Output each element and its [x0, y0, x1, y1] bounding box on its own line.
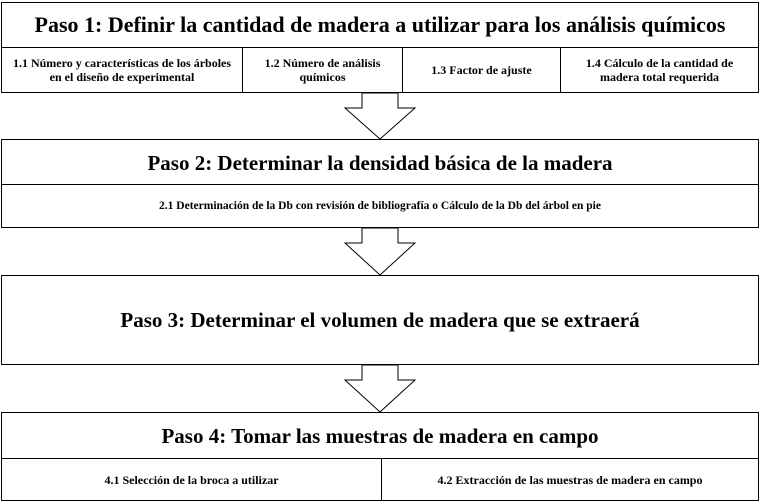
step-4-title: Paso 4: Tomar las muestras de madera en campo — [161, 423, 599, 448]
step-1-title: Paso 1: Definir la cantidad de madera a utilizar para los análisis químicos — [34, 12, 726, 37]
step-1-substeps — [2, 47, 758, 92]
step-2-box — [1, 139, 759, 228]
step-2-title: Paso 2: Determinar la densidad básica de la madera — [147, 150, 613, 175]
step-4-substeps — [2, 458, 758, 500]
step-3-box — [1, 275, 759, 365]
substep-4-2: 4.2 Extracción de las muestras de madera en campo — [381, 459, 758, 500]
substep-1-4: 1.4 Cálculo de la cantidad de madera total requerida — [560, 48, 758, 92]
arrow-down-icon — [344, 227, 416, 276]
substep-4-1: 4.1 Selección de la broca a utilizar — [104, 472, 279, 487]
substep-1-1: 1.1 Número y características de los árboles en el diseño de experimental — [12, 56, 232, 84]
arrow-down-icon — [344, 92, 416, 140]
substep-1-3: 1.3 Factor de ajuste — [402, 48, 560, 92]
step-3-title: Paso 3: Determinar el volumen de madera que se extraerá — [120, 307, 640, 332]
step-4-box — [1, 412, 759, 501]
step-1-box — [1, 2, 759, 93]
substep-2-1: 2.1 Determinación de la Db con revisión de bibliografía o Cálculo de la Db del árbol en pie — [159, 200, 601, 212]
step-2-substeps — [2, 184, 758, 227]
arrow-down-icon — [344, 364, 416, 413]
substep-1-2: 1.2 Número de análisis químicos — [242, 48, 402, 92]
